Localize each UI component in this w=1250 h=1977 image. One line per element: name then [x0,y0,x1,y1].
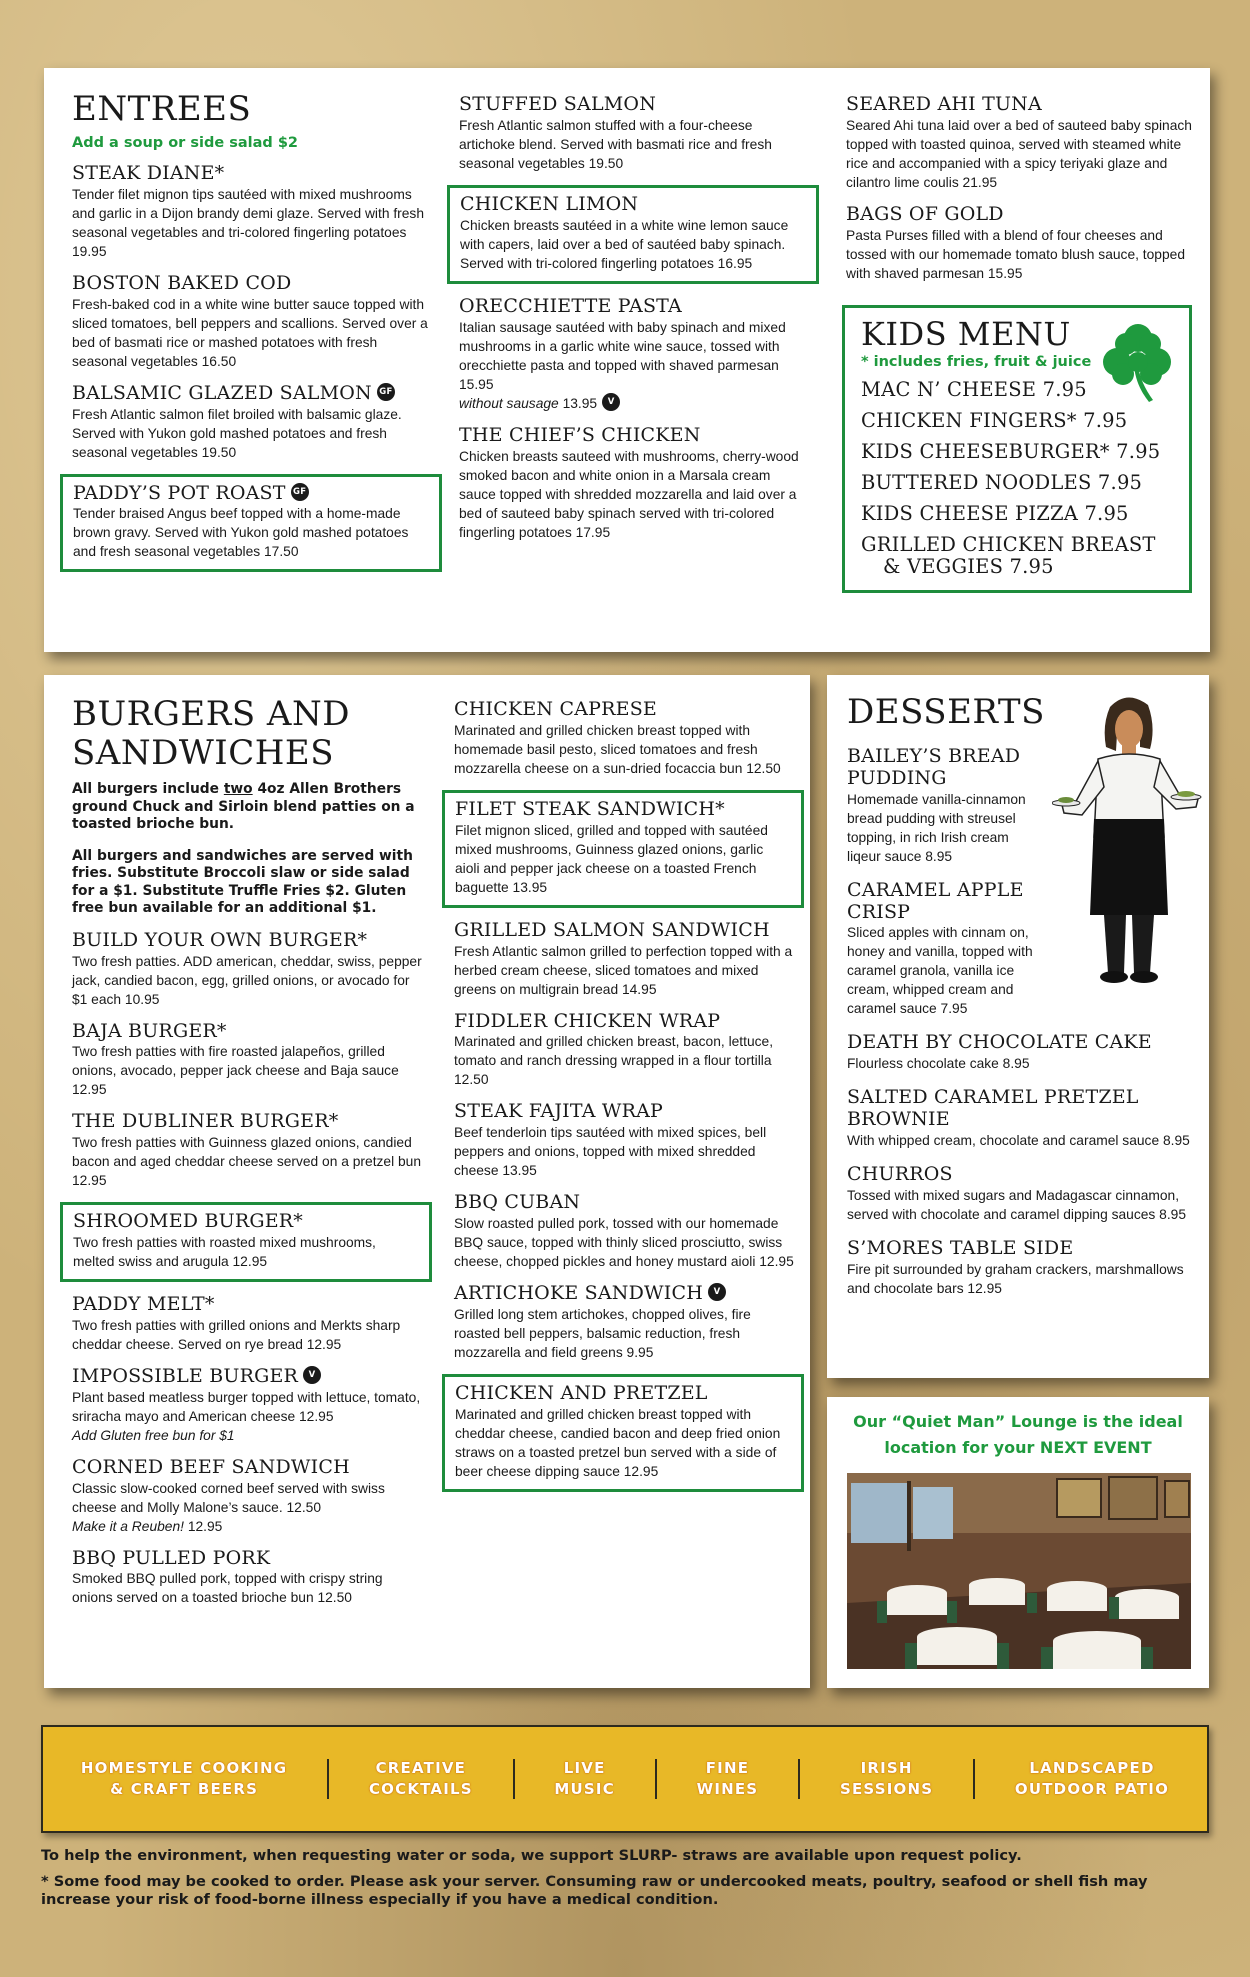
menu-item-name: PADDY’S POT ROAST GF [73,483,429,505]
entree-item [447,185,819,284]
burger-item [72,1021,422,1100]
menu-item-description: Tender filet mignon tips sautéed with mixed mushrooms and garlic in a Dijon brandy demi glaze. Served with fresh seasonal vegetables and tri-colored fingerling potatoes 19.95 [72,186,425,259]
kids-menu-item: MAC N’ CHEESE 7.95 [861,378,1087,402]
footer-environment-note: To help the environment, when requesting water or soda, we support SLURP- straws are available upon request policy. [41,1847,1022,1864]
entree-item [459,296,809,413]
desserts-panel [827,675,1209,1378]
menu-item-description: Marinated and grilled chicken breast topped with cheddar cheese, candied bacon and deep fried onion straws on a toasted pretzel bun served with a side of beer cheese dipping sauce 12.95 [455,1406,781,1479]
burger-item [72,1548,422,1608]
menu-item-description: Flourless chocolate cake 8.95 [847,1056,1030,1072]
vegetarian-icon: V [303,1366,321,1384]
menu-item-description: Filet mignon sliced, grilled and topped with sautéed mixed mushrooms, Guinness glazed onions, garlic aioli and pepper jack cheese on a toasted French baguette 13.95 [455,822,768,895]
menu-item-description: Fresh Atlantic salmon grilled to perfection topped with a herbed cream cheese, sliced tomatoes and mixed greens on multigrain bread 14.95 [454,943,793,997]
menu-item-name: CHICKEN LIMON [460,192,639,215]
menu-item-description: Two fresh patties. ADD american, cheddar, swiss, pepper jack, candied bacon, egg, grilled onions, or avocado for $1 each 10.95 [72,953,422,1007]
banner-feature: IRISH SESSIONS [839,1759,934,1798]
desserts-title: DESSERTS [847,692,1045,732]
menu-item-description: Fresh-baked cod in a white wine butter sauce topped with sliced tomatoes, bell peppers and scallions. Served over a bed of basmati rice or mashed potatoes with fresh seasonal vegetables 16.50 [72,296,428,369]
kids-menu-item: BUTTERED NOODLES 7.95 [861,471,1143,495]
sandwich-item [454,1101,794,1180]
entree-item [459,425,809,542]
kids-menu-note: * includes fries, fruit & juice [861,354,1092,371]
menu-item-description: With whipped cream, chocolate and caramel sauce 8.95 [847,1133,1190,1148]
gluten-free-icon: GF [291,483,309,501]
menu-item-description: Sliced apples with cinnam on, honey and vanilla, topped with caramel granola, vanilla ice cream, whipped cream and caramel sauce 7.95 [847,925,1033,1017]
lounge-panel [827,1397,1209,1688]
waiter-illustration [1052,687,1202,987]
burger-item [72,1366,422,1445]
burger-item [72,930,422,1009]
sandwich-item [454,1192,794,1271]
menu-item-extra: Make it a Reuben! 12.95 [72,1518,223,1534]
banner-divider [655,1759,657,1799]
menu-item-description: Marinated and grilled chicken breast, bacon, lettuce, tomato and ranch dressing wrapped in a flour tortilla 12.50 [454,1034,774,1088]
menu-item-name: BOSTON BAKED COD [72,271,292,294]
menu-item-name: STUFFED SALMON [459,93,657,115]
menu-item-name: STEAK DIANE* [72,162,225,185]
menu-item-description: Fire pit surrounded by graham crackers, marshmallows and chocolate bars 12.95 [847,1261,1184,1296]
menu-item-extra: without sausage 13.95 V [459,394,809,413]
banner-feature: HOMESTYLE COOKING & CRAFT BEERS [80,1759,288,1798]
footer-health-warning: * Some food may be cooked to order. Please ask your server. Consuming raw or undercooked meats, poultry, seafood or shell fish may increase your risk of food-borne illness especially if you have a medical condition. [41,1873,1148,1908]
entree-item [72,273,432,371]
menu-item-description: Fresh Atlantic salmon filet broiled with balsamic glaze. Served with Yukon gold mashed potatoes and fresh seasonal vegetables 19.50 [72,406,402,460]
entree-item [846,204,1196,283]
menu-item-description: Smoked BBQ pulled pork, topped with crispy string onions served on a toasted brioche bun 12.50 [72,1571,383,1606]
sandwich-item [454,1283,794,1362]
kids-menu-title: KIDS MENU [861,314,1071,353]
banner-feature: LIVE MUSIC [554,1759,615,1798]
sandwich-item [442,790,804,908]
gluten-free-icon: GF [377,383,395,401]
burgers-col-2 [454,699,794,1492]
menu-item-name: CARAMEL APPLE CRISP [847,878,1024,923]
menu-item-name: FILET STEAK SANDWICH* [455,797,725,820]
menu-item-description: Pasta Purses filled with a blend of four cheeses and tossed with our homemade tomato blush sauce, topped with shaved parmesan 15.95 [846,227,1185,281]
menu-item-description: Slow roasted pulled pork, tossed with our homemade BBQ sauce, topped with thinly sliced prosciutto, swiss cheese, chopped pickles and honey mustard aioli 12.95 [454,1216,794,1270]
entree-item [60,474,442,573]
menu-item-description: Homemade vanilla-cinnamon bread pudding with streusel topping, in rich Irish cream liqeur sauce 8.95 [847,791,1026,864]
menu-item-description: Chicken breasts sauteed with mushrooms, cherry-wood smoked bacon and white onion in a Marsala cream sauce topped with shredded mozzarella and laid over a bed of sauteed baby spinach served with tri-colored fingerling potatoes 17.95 [459,448,799,540]
lounge-heading [827,1409,1209,1461]
menu-item-name: CORNED BEEF SANDWICH [72,1455,350,1478]
menu-item-name: SALTED CARAMEL PRETZEL BROWNIE [847,1086,1139,1131]
menu-item-name: CHURROS [847,1163,953,1185]
entree-item [72,163,432,261]
kids-menu-item: CHICKEN FINGERS* 7.95 [861,409,1128,433]
dessert-item [847,880,1037,1019]
menu-item-name: CHICKEN AND PRETZEL [455,1381,708,1404]
menu-item-description: Two fresh patties with grilled onions and Merkts sharp cheddar cheese. Served on rye bread 12.95 [72,1317,401,1352]
menu-item-description: Chicken breasts sautéed in a white wine lemon sauce with capers, laid over a bed of sautéed baby spinach. Served with tri-colored fingerling potatoes 16.95 [460,217,789,271]
burgers-col-1 [72,695,422,1607]
menu-item-extra: Add Gluten free bun for $1 [72,1427,235,1443]
menu-item-description: Beef tenderloin tips sautéed with mixed spices, bell peppers and onions, topped with mixed shredded cheese 13.95 [454,1125,767,1179]
entree-item [72,383,432,462]
menu-item-name: ARTICHOKE SANDWICH V [454,1283,794,1305]
shamrock-icon [1099,320,1177,402]
banner-divider [513,1759,515,1799]
menu-item-name: BBQ PULLED PORK [72,1546,271,1569]
menu-item-name: PADDY MELT* [72,1293,215,1316]
burgers-title-line1: BURGERS AND [72,694,350,734]
menu-item-name: SHROOMED BURGER* [73,1210,303,1233]
banner-divider [327,1759,329,1799]
menu-item-description: Two fresh patties with Guinness glazed onions, candied bacon and aged cheddar cheese served on a pretzel bun 12.95 [72,1135,422,1189]
menu-item-description: Tender braised Angus beef topped with a home-made brown gravy. Served with Yukon gold mashed potatoes and fresh seasonal vegetables 17.50 [73,506,409,560]
lounge-line-2: location for your NEXT EVENT [884,1438,1152,1457]
burgers-intro-1: All burgers include two 4oz Allen Brothers ground Chuck and Sirloin blend patties on a toasted brioche bun. [72,781,415,833]
kids-menu-item: GRILLED CHICKEN BREAST [861,533,1156,557]
lounge-photo [847,1473,1191,1669]
banner-feature: CREATIVE COCKTAILS [368,1759,473,1798]
entrees-col-1 [72,90,432,572]
menu-item-name: BUILD YOUR OWN BURGER* [72,928,368,951]
burgers-panel [44,675,810,1688]
menu-item-name: BALSAMIC GLAZED SALMON GF [72,383,432,405]
burger-item [72,1111,422,1190]
menu-item-description: Plant based meatless burger topped with lettuce, tomato, sriracha mayo and American cheese 12.95 [72,1389,421,1424]
kids-menu-item: & VEGGIES 7.95 [883,555,1054,579]
sandwich-item [454,920,794,999]
menu-item-description: Seared Ahi tuna laid over a bed of sauteed baby spinach topped with toasted quinoa, served with steamed white rice and accompanied with a spicy teriyaki glaze and cilantro lime coulis 21.95 [846,117,1192,190]
entree-item [459,94,809,173]
entrees-col-2 [459,94,809,542]
kids-menu-box [842,305,1192,594]
menu-item-name: BAILEY’S BREAD PUDDING [847,745,1021,789]
burgers-title-line2: SANDWICHES [72,733,335,774]
sandwich-item [454,1011,794,1090]
dessert-item [847,1087,1197,1150]
menu-item-name: DEATH BY CHOCOLATE CAKE [847,1031,1152,1054]
menu-item-description: Italian sausage sautéed with baby spinach and mixed mushrooms in a garlic white wine sauce, tossed with orecchiette pasta and topped with shaved parmesan 15.95 [459,319,786,392]
menu-item-name: BAGS OF GOLD [846,202,1004,225]
burger-item [60,1202,432,1282]
menu-item-name: THE DUBLINER BURGER* [72,1110,339,1133]
vegetarian-icon: V [602,393,620,411]
menu-item-name: THE CHIEF’S CHICKEN [459,423,701,446]
menu-item-name: BAJA BURGER* [72,1019,227,1042]
menu-item-name: BBQ CUBAN [454,1191,581,1214]
menu-item-description: Two fresh patties with roasted mixed mushrooms, melted swiss and arugula 12.95 [73,1235,376,1270]
menu-item-description: Tossed with mixed sugars and Madagascar cinnamon, served with chocolate and caramel dipping sauces 8.95 [847,1187,1186,1222]
kids-menu-item: KIDS CHEESEBURGER* 7.95 [861,440,1161,464]
entrees-panel [44,68,1210,652]
menu-item-description: Fresh Atlantic salmon stuffed with a four-cheese artichoke blend. Served with basmati rice and fresh seasonal vegetables 19.50 [459,117,772,171]
banner-feature: LANDSCAPED OUTDOOR PATIO [1014,1759,1170,1798]
vegetarian-icon: V [708,1283,726,1301]
banner-feature: FINE WINES [696,1759,759,1798]
menu-item-name: S’MORES TABLE SIDE [847,1236,1074,1259]
features-banner [41,1725,1209,1833]
sandwich-item [442,1374,804,1492]
burgers-intro-2: All burgers and sandwiches are served with fries. Substitute Broccoli slaw or side salad for a $1. Substitute Truffle Fries $2. Gluten free bun available for an additional $1. [72,847,413,917]
menu-item-description: Grilled long stem artichokes, chopped olives, fire roasted bell peppers, balsamic reduction, fresh mozzarella and field greens 9.95 [454,1306,751,1360]
dessert-item [847,1164,1197,1224]
lounge-line-1: Our “Quiet Man” Lounge is the ideal [853,1412,1183,1431]
menu-item-name: SEARED AHI TUNA [846,93,1042,115]
menu-item-description: Two fresh patties with fire roasted jalapeños, grilled onions, avocado, pepper jack cheese and Baja sauce 12.95 [72,1044,399,1098]
burger-item [72,1294,422,1354]
burger-item [72,1457,422,1536]
menu-item-description: Marinated and grilled chicken breast topped with homemade basil pesto, sliced tomatoes and fresh mozzarella cheese on a sun-dried focaccia bun 12.50 [454,722,781,776]
menu-item-name: FIDDLER CHICKEN WRAP [454,1009,721,1032]
entrees-col-3 [846,94,1196,593]
entrees-note: Add a soup or side salad $2 [72,135,299,152]
dessert-item [847,1032,1197,1073]
banner-divider [798,1759,800,1799]
banner-divider [973,1759,975,1799]
dessert-item [847,1238,1197,1298]
dessert-item [847,746,1037,866]
menu-item-name: STEAK FAJITA WRAP [454,1100,664,1123]
menu-item-name: IMPOSSIBLE BURGER V [72,1366,422,1388]
menu-item-description: Classic slow-cooked corned beef served with swiss cheese and Molly Malone’s sauce. 12.50 [72,1480,385,1515]
kids-menu-item: KIDS CHEESE PIZZA 7.95 [861,502,1129,526]
sandwich-item [454,699,794,778]
menu-item-name: GRILLED SALMON SANDWICH [454,918,770,941]
entree-item [846,94,1196,192]
entrees-title: ENTREES [72,89,252,129]
menu-item-name: ORECCHIETTE PASTA [459,294,682,317]
menu-item-name: CHICKEN CAPRESE [454,698,657,720]
